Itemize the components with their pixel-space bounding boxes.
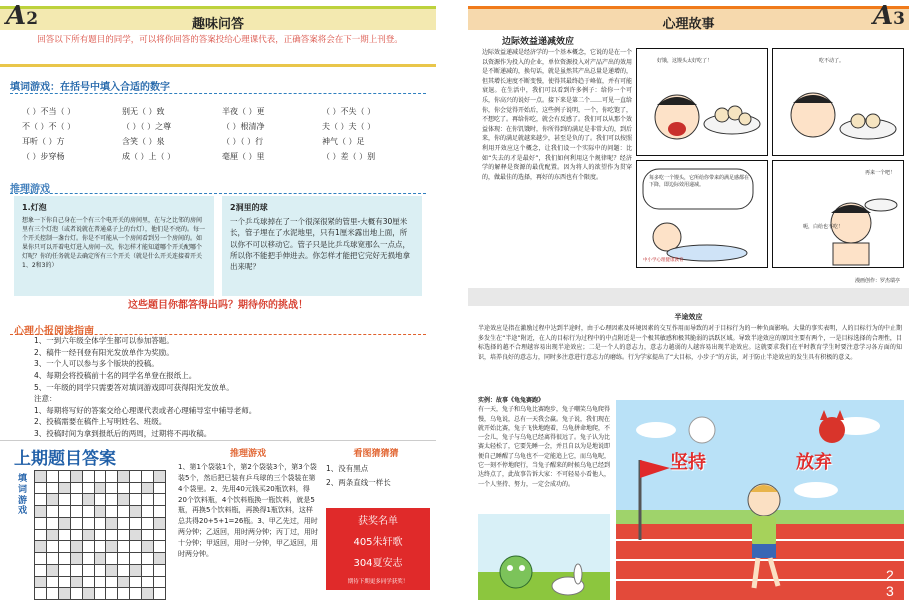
game-title: 1.灯泡 (22, 203, 47, 212)
crossword-cell (130, 506, 141, 517)
article-body: 半途效应是指在激励过程中达到半途时，由于心理因素及环境因素的交互作用而导致的对于目标行为的一种负面影响。大量的事实表明，人的目标行为的中止期多发生在“半途”附近，在人的目标行为过程中的中点附近是一个极其敏感和极其脆弱的活跃区域。导致半途效应的原因主要有两个，一是目标选择的合理性，目标选择的越不合理越容易出现半途效应；二是一个人的意志力，意志力越弱的人越容易出现半途效应。这就要求我们在平时教育学生时要注意学习各方面的知识，培养良好的意志力，同时多注意进行意志力的磨练。行为学家提出了“大目标，小步子”的方法，对于防止半途效应的发生具有积极的意义。 (478, 325, 902, 361)
crossword-cell (154, 588, 165, 599)
crossword-cell (35, 494, 46, 505)
persistence-illustration (616, 400, 904, 600)
crossword-cell (130, 577, 141, 588)
idiom-row (22, 149, 422, 164)
crossword-cell (59, 471, 70, 482)
divider (0, 64, 436, 67)
comic-sign: 中小学心理健康教育 (643, 258, 684, 263)
crossword-cell (71, 553, 82, 564)
crossword-cell (35, 577, 46, 588)
comic-panel (636, 48, 768, 156)
page-number: A3 (872, 1, 905, 31)
crossword-cell (142, 471, 153, 482)
crossword-cell (59, 541, 70, 552)
article-title: 边际效益递减效应 (502, 37, 575, 47)
crossword-cell (83, 530, 94, 541)
crossword-cell (83, 541, 94, 552)
crossword-cell (95, 553, 106, 564)
guide-notes-label: 注意： (34, 394, 57, 404)
boy-eating-illustration (637, 49, 767, 155)
crossword-cell (59, 518, 70, 529)
crossword-cell (47, 494, 58, 505)
idiom: （ ）不失（ ） (322, 107, 376, 116)
crossword-cell (95, 530, 106, 541)
story-label: 实例：故事《龟兔赛跑》 (478, 397, 545, 404)
speech-bubble: 每多吃一个馒头，它所给你带来的满足感都在下降，即边际效用递减。 (649, 175, 750, 188)
page-title: 心理故事 (662, 17, 715, 32)
crossword-cell (142, 553, 153, 564)
crossword-cell (118, 588, 129, 599)
crossword-cell (118, 494, 129, 505)
idiom: 别无（ ）致 (122, 107, 165, 116)
crossword-cell (154, 518, 165, 529)
crossword-cell (106, 530, 117, 541)
crossword-cell (142, 577, 153, 588)
crossword-cell (130, 553, 141, 564)
crossword-cell (35, 588, 46, 599)
crossword-cell (59, 530, 70, 541)
picture-answer: 2、两条直线一样长 (326, 477, 391, 487)
idiom: （ ）差（ ）别 (322, 152, 376, 161)
section-divider (10, 193, 426, 194)
idiom: （ ）（ ）行 (222, 137, 264, 146)
crossword-cell (154, 577, 165, 588)
crossword-cell (118, 553, 129, 564)
idiom-grid (22, 104, 422, 164)
crossword-cell (130, 588, 141, 599)
answers-title: 上期题目答案 (14, 449, 116, 469)
crossword-cell (35, 541, 46, 552)
crossword-cell (118, 565, 129, 576)
challenge-banner: 这些题目你都答得出吗？期待你的挑战！ (128, 300, 308, 311)
article-title: 半途效应 (674, 313, 703, 321)
crossword-cell (83, 553, 94, 564)
article-body: 边际效益递减是经济学的一个基本概念，它说的是在一个以资源作为投入的企业，单位资源投入对产品产出的效用是不断递减的，换句话，就是虽然其产出总量是递增的，但其增长速度不断变慢，使得其最终趋于峰值，并有可能衰退。在生活中，我们可以看到许多例子：给你一个可乐，你高兴的说好一点。接下来是第二个……可见一直给你，你会觉得开始后，这些例子说明，一个，你吃饱了，不想吃了。再给你吃，就会有反感了。我们可以从那个效益体现：在你饥饿时，你所得到的满足是非常大的，到后来，你的满足就越来越少，甚至是负的了。我们可以按照利用开效应这个概念，让我们设一个实际中的问题：比如“失去的才是最好”，我们如何利用这个规律呢？经济学的解释是资源的最优配置。因为将人的欲望作为贯穿的，做最佳的选择，再好的东西也有个限度。 (482, 49, 633, 181)
comic-caption: 漫画创作：罗杰瑞亭 (854, 278, 900, 284)
comic-panel (772, 48, 904, 156)
crossword-cell (95, 541, 106, 552)
page-gutter (436, 0, 468, 608)
crossword-cell (47, 577, 58, 588)
comic-panel (772, 160, 904, 268)
picture-answer: 1、没有黑点 (326, 464, 369, 473)
crossword-cell (118, 577, 129, 588)
speech-bubble: 好饿，这馒头太好吃了！ (657, 58, 713, 64)
left-page (0, 0, 436, 608)
crossword-cell (130, 494, 141, 505)
crossword-cell (71, 506, 82, 517)
crossword-cell (142, 565, 153, 576)
crossword-cell (130, 541, 141, 552)
crossword-cell (35, 530, 46, 541)
crossword-cell (83, 506, 94, 517)
crossword-cell (142, 483, 153, 494)
winner: 304夏安志 (353, 558, 403, 569)
guide-note: 1、每期将写好的答案交给心理课代表或者心理辅导室中辅导老师。 (34, 405, 257, 415)
guide-note: 2、投稿需要在稿件上写明姓名、班级。 (34, 417, 167, 427)
idiom: （ ）步穿杨 (22, 152, 65, 161)
svg-text:2: 2 (886, 567, 894, 583)
crossword-cell (83, 577, 94, 588)
crossword-cell (154, 553, 165, 564)
crossword-cell (71, 541, 82, 552)
comic-panel (636, 160, 768, 268)
crossword-cell (106, 565, 117, 576)
grid-label: 填词游戏 (18, 474, 28, 517)
crossword-cell (118, 483, 129, 494)
crossword-cell (71, 471, 82, 482)
crossword-cell (106, 541, 117, 552)
crossword-cell (59, 506, 70, 517)
crossword-cell (35, 518, 46, 529)
crossword-cell (142, 541, 153, 552)
svg-text:3: 3 (886, 583, 894, 599)
idiom: （ ）（ ）之尊 (122, 122, 172, 131)
idiom: 耳听（ ）方 (22, 137, 65, 146)
picture-quiz-answers (326, 462, 430, 489)
crossword-cell (95, 494, 106, 505)
idiom: 成（ ）上（ ） (122, 152, 176, 161)
winners-note: 期待下期更多同学获奖！ (347, 579, 409, 585)
speech-bubble: 再来一个吧！ (864, 170, 895, 176)
section-band (468, 288, 909, 306)
crossword-cell (142, 530, 153, 541)
crossword-cell (47, 530, 58, 541)
crossword-cell (130, 471, 141, 482)
crossword-grid (34, 470, 166, 600)
left-page-header (0, 1, 436, 32)
idiom: 半夜（ ）更 (222, 107, 265, 116)
crossword-cell (59, 494, 70, 505)
game-box-bulb (14, 196, 214, 296)
crossword-cell (71, 494, 82, 505)
guide-note: 3、投稿时间为拿到报纸后的两周，过期将不再收稿。 (34, 429, 212, 438)
crossword-cell (106, 518, 117, 529)
game-text: 想象一下你自己身在一个有三个电开关的房间里，在与之比邻的房间里有三个灯泡（或者说就在普通桌子上的台灯），他们是不亮的。每一个开关控制一盏台灯。你是不可能从一个房间看到另一个房间的。如果你只可以开着电灯进入房间一次，你怎样才能知道哪个开关配哪个灯呢？你的任务就是去确定所有三个开关（就是什么开关连接着开关1、2和3的） (22, 217, 206, 269)
crossword-cell (95, 565, 106, 576)
crossword-cell (83, 471, 94, 482)
crossword-cell (154, 565, 165, 576)
answers-reasoning-title: 推理游戏 (229, 449, 266, 459)
crossword-cell (83, 483, 94, 494)
crossword-cell (47, 471, 58, 482)
crossword-cell (106, 506, 117, 517)
idiom-row (22, 104, 422, 119)
crossword-cell (118, 506, 129, 517)
crossword-cell (142, 494, 153, 505)
winner: 405朱轩歌 (353, 537, 403, 548)
winners-title: 获奖名单 (358, 516, 398, 527)
crossword-cell (106, 483, 117, 494)
game-text: 一个乒乓球掉在了一个很深很紧的管里-大概有30厘米长，管子埋在了水泥地里，只有1厘米露出地上面，所以你不可以移动它。管子只是比乒乓球宽那么一点点，所以你不能把手伸进去。你怎样才能把它完好无损地拿出来呢？ (230, 217, 410, 271)
crossword-cell (59, 483, 70, 494)
boy-refusing-illustration (773, 161, 903, 267)
game-box-ball (222, 196, 422, 296)
crossword-cell (142, 588, 153, 599)
crossword-cell (71, 483, 82, 494)
crossword-cell (35, 506, 46, 517)
right-page-header (468, 1, 909, 32)
crossword-cell (71, 588, 82, 599)
crossword-cell (154, 483, 165, 494)
speech-bubble: 呃，白给也不吃！ (803, 224, 844, 230)
idiom: 毫厘（ ）里 (222, 152, 265, 161)
sign-persist: 坚持 (670, 452, 706, 473)
right-page (468, 0, 909, 608)
speech-bubble: 吃不动了。 (819, 58, 845, 64)
crossword-cell (95, 577, 106, 588)
story-text (478, 396, 610, 489)
crossword-cell (71, 577, 82, 588)
crossword-cell (47, 483, 58, 494)
crossword-cell (142, 506, 153, 517)
crossword-cell (47, 541, 58, 552)
crossword-cell (83, 588, 94, 599)
crossword-cell (59, 553, 70, 564)
guide-item: 5、一年级的同学只需要答对填词游戏即可获得阳光发放单。 (34, 382, 234, 392)
crossword-cell (95, 471, 106, 482)
crossword-cell (95, 518, 106, 529)
crossword-cell (95, 506, 106, 517)
crossword-cell (95, 483, 106, 494)
reasoning-title: 推理游戏 (10, 184, 50, 195)
comic-strip (636, 48, 904, 282)
guide-list (34, 335, 424, 440)
crossword-cell (118, 471, 129, 482)
crossword-cell (118, 518, 129, 529)
crossword-cell (154, 506, 165, 517)
guide-item: 4、每期会将投稿前十名的同学名单登在报纸上。 (34, 370, 197, 380)
crossword-cell (118, 530, 129, 541)
crossword-cell (130, 530, 141, 541)
idiom: 含笑（ ）泉 (122, 137, 165, 146)
answers-reasoning-text: 1、第1个袋装1个，第2个袋装3个，第3个袋装5个，然后把已装有乒乓球的三个袋装在第4个袋里。2、先用40元钱买20瓶饮料，得20个饮料瓶，4个饮料瓶换一瓶饮料，就是5瓶，再换5个饮料瓶，再换得1瓶饮料，这样总共得20+5+1=26瓶。3、甲乙先过，用时两分钟；乙返回，用时两分钟；丙丁过，用时十分钟；甲返回，用时一分钟，甲乙返回，用时两分钟。 (178, 463, 318, 558)
crossword-cell (35, 471, 46, 482)
crossword-cell (71, 565, 82, 576)
crossword-cell (130, 565, 141, 576)
idiom: 夫（ ）夫（ ） (322, 122, 376, 131)
crossword-cell (154, 530, 165, 541)
crossword-cell (47, 565, 58, 576)
guide-item: 1、一到六年级全体学生都可以参加答题。 (34, 336, 174, 345)
crossword-cell (106, 588, 117, 599)
divider (0, 440, 436, 441)
tortoise-hare-illustration (478, 514, 610, 600)
crossword-cell (35, 565, 46, 576)
crossword-cell (83, 565, 94, 576)
crossword-cell (142, 518, 153, 529)
idiom: 不（ ）不（ ） (22, 122, 76, 131)
crossword-cell (106, 577, 117, 588)
crossword-cell (130, 483, 141, 494)
crossword-cell (47, 518, 58, 529)
sign-give-up: 放弃 (796, 452, 832, 473)
idiom-row (22, 134, 422, 149)
crossword-cell (83, 518, 94, 529)
crossword-cell (59, 565, 70, 576)
crossword-cell (154, 541, 165, 552)
crossword-cell (71, 530, 82, 541)
crossword-cell (154, 471, 165, 482)
crossword-cell (71, 518, 82, 529)
crossword-cell (47, 506, 58, 517)
guide-item: 2、稿件一经刊登有阳光发放单作为奖励。 (34, 347, 174, 357)
crossword-cell (130, 518, 141, 529)
crossword-cell (35, 483, 46, 494)
story-body: 有一天，兔子和乌龟比赛跑步，兔子嘲笑乌龟爬得慢，乌龟说，总有一天我会赢。兔子说，我们现在就开始比赛，兔子飞快地跑着，乌龟拼命地爬，不一会儿，兔子与乌龟已经离得很远了。兔子认为比赛太轻松了，它要先睡一会，并且自以为是地说即便自己睡醒了乌龟也不一定能追上它，而乌龟呢，它一刻不停地爬行，当兔子醒来的时候乌龟已经到达终点了，此故事告诉大家：不可轻易小看他人，一个人坚持、努力，一定会成功的。 (478, 406, 611, 488)
crossword-cell (47, 553, 58, 564)
crossword-cell (59, 588, 70, 599)
section-divider (10, 93, 426, 94)
crossword-cell (59, 577, 70, 588)
picture-quiz-title: 看图猜猜猜 (353, 449, 399, 459)
idiom-row (22, 119, 422, 134)
idiom-section-title: 填词游戏：在括号中填入合适的数字 (10, 82, 170, 93)
crossword-cell (106, 553, 117, 564)
crossword-cell (118, 541, 129, 552)
boy-full-illustration (773, 49, 903, 155)
idiom: （ ）根清净 (222, 122, 265, 131)
game-title: 2洞里的球 (230, 203, 268, 212)
crossword-cell (47, 588, 58, 599)
idiom: （ ）不当（ ） (22, 107, 76, 116)
guide-item: 3、一个人可以参与多个版块的投稿。 (34, 359, 159, 369)
crossword-cell (35, 553, 46, 564)
winners-box (326, 508, 430, 590)
page-title: 趣味问答 (191, 17, 244, 32)
guide-title: 心理小报阅读指南 (14, 326, 94, 337)
crossword-cell (106, 494, 117, 505)
crossword-cell (83, 494, 94, 505)
page-number: A2 (6, 1, 39, 31)
crossword-cell (95, 588, 106, 599)
crossword-cell (154, 494, 165, 505)
idiom: 神气（ ）足 (322, 137, 365, 146)
crossword-cell (106, 471, 117, 482)
intro-text: 回答以下所有题目的同学，可以将你回答的答案投给心理课代表，正确答案将会在下一期上刊登。 (37, 35, 403, 45)
